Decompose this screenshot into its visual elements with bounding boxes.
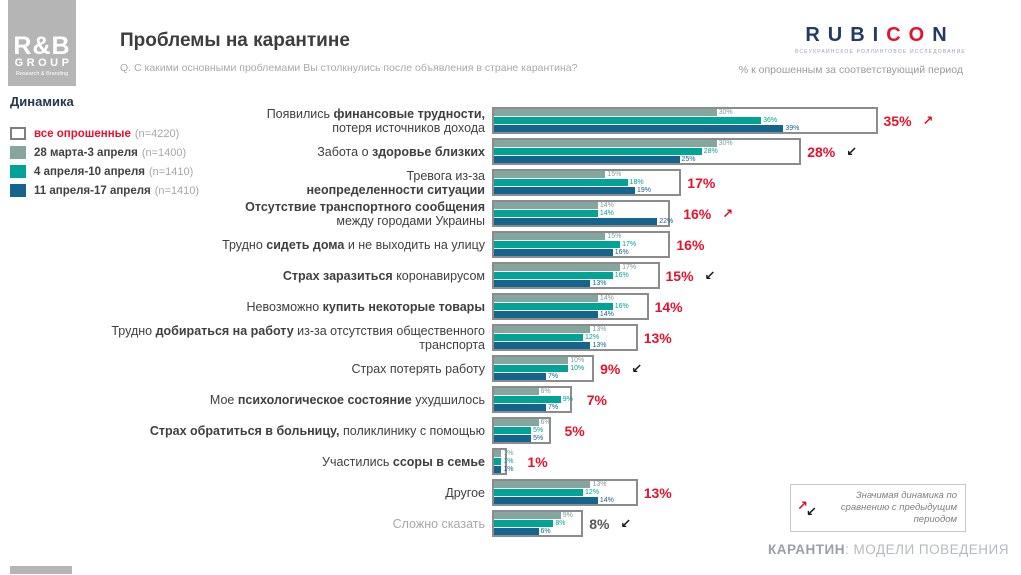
footer-bold: КАРАНТИН: [768, 542, 846, 557]
bar-value-label: 25%: [681, 156, 696, 163]
total-value: 1%: [527, 453, 548, 470]
chart-row: [0, 384, 1021, 415]
bar-value-label: 18%: [629, 179, 644, 186]
chart-row: [0, 446, 1021, 477]
chart-row: [0, 167, 1021, 198]
bar-value-label: 14%: [599, 295, 614, 302]
bar-chart: [0, 105, 1021, 539]
bar-series-0: [494, 419, 539, 426]
significance-note-text: Значимая динамика по сравнению с предыдущим периодом: [840, 490, 957, 525]
bar-series-1: [494, 427, 531, 434]
total-value: 13%: [643, 484, 672, 501]
total-value: 14%: [654, 298, 683, 315]
total-value: 35% ↗: [883, 112, 934, 129]
category-label: Страх заразиться коронавирусом: [282, 268, 485, 283]
total-value: 16%: [676, 236, 705, 253]
bar-value-label: 9%: [562, 396, 573, 403]
bar-value-label: 28%: [703, 148, 718, 155]
trend-up-icon: ↗: [797, 498, 808, 513]
chart-row: [0, 136, 1021, 167]
legend-sample-size: (n=4220): [134, 127, 180, 140]
legend-label: 4 апреля-10 апреля: [34, 165, 145, 178]
bar-value-label: 15%: [607, 171, 622, 178]
bar-value-label: 13%: [592, 326, 607, 333]
trend-down-icon: ↙: [846, 143, 858, 159]
chart-row: [0, 105, 1021, 136]
category-label: Невозможно купить некоторые товары: [246, 299, 485, 314]
bar-value-label: 7%: [547, 404, 559, 411]
trend-down-icon: ↙: [704, 267, 716, 283]
bar-value-label: 13%: [592, 280, 607, 287]
bar-value-label: 39%: [785, 125, 800, 132]
bar-value-label: 5%: [533, 435, 544, 442]
bar-value-label: 36%: [763, 117, 778, 124]
trend-down-icon: ↙: [620, 515, 632, 531]
bar-series-2: [494, 218, 657, 225]
bar-series-1: [494, 458, 501, 465]
chart-row: [0, 291, 1021, 322]
bar-value-label: 14%: [599, 202, 614, 209]
bar-value-label: 13%: [592, 481, 607, 488]
category-label: Мое психологическое состояние ухудшилось: [209, 392, 485, 407]
footer-decoration-bar: [10, 566, 72, 574]
bar-series-2: [494, 373, 546, 380]
bar-value-label: 19%: [636, 187, 651, 194]
category-label: Сложно сказать: [392, 516, 485, 531]
bar-value-label: 17%: [622, 264, 637, 271]
rb-group-logo: [8, 0, 76, 86]
trend-up-icon: ↗: [722, 205, 734, 221]
bar-series-0: [494, 326, 590, 333]
chart-row: [0, 198, 1021, 229]
rubicon-logo: [795, 24, 965, 55]
total-value: 7%: [586, 391, 607, 408]
bar-series-2: [494, 435, 531, 442]
total-value: 17%: [687, 174, 716, 191]
bar-series-1: [494, 210, 598, 217]
bar-zone: [492, 136, 1021, 167]
bar-series-2: [494, 125, 783, 132]
bar-series-1: [494, 303, 613, 310]
bar-value-label: 30%: [718, 140, 733, 147]
legend-label: все опрошенные: [34, 127, 131, 140]
footer-rest: : МОДЕЛИ ПОВЕДЕНИЯ: [845, 542, 1009, 557]
bar-series-1: [494, 365, 568, 372]
total-value: 13%: [643, 329, 672, 346]
bar-series-2: [494, 156, 680, 163]
category-label: Тревога из-за неопределенности ситуации: [306, 168, 485, 197]
bar-value-label: 14%: [599, 311, 614, 318]
category-label: Трудно добираться на работу из-за отсутствия общественного транспорта: [111, 323, 485, 352]
bar-value-label: 6%: [540, 419, 551, 426]
category-label: Страх обратиться в больницу, поликлинику с помощью: [149, 423, 485, 438]
bar-series-1: [494, 489, 583, 496]
report-footer: [768, 542, 1009, 557]
bar-series-0: [494, 450, 501, 457]
legend-label: 11 апреля-17 апреля: [34, 184, 151, 197]
bar-value-label: 30%: [718, 109, 733, 116]
bar-series-2: [494, 497, 598, 504]
bar-series-0: [494, 295, 598, 302]
bar-value-label: 6%: [540, 388, 551, 395]
bar-series-2: [494, 342, 590, 349]
bar-value-label: 12%: [585, 334, 600, 341]
category-label: Участились ссоры в семье: [322, 454, 485, 469]
bar-zone: [492, 105, 1021, 136]
bar-zone: [492, 353, 1021, 384]
logo-line2: GROUP: [14, 57, 73, 69]
chart-row: [0, 260, 1021, 291]
bar-series-2: [494, 280, 590, 287]
bar-series-0: [494, 233, 605, 240]
legend-sample-size: (n=1410): [148, 165, 194, 178]
bar-value-label: 10%: [570, 357, 585, 364]
bar-series-1: [494, 520, 553, 527]
bar-series-2: [494, 404, 546, 411]
trend-down-icon: ↙: [631, 360, 643, 376]
total-value: 15% ↙: [665, 267, 716, 284]
bar-value-label: 1%: [503, 466, 514, 473]
trend-down-icon: ↙: [806, 504, 817, 519]
bar-value-label: 8%: [555, 520, 566, 527]
chart-row: [0, 353, 1021, 384]
bar-series-2: [494, 249, 613, 256]
trend-up-icon: ↗: [922, 112, 934, 128]
bar-zone: [492, 446, 1021, 477]
page-title: Проблемы на карантине: [120, 30, 350, 51]
total-value: 28% ↙: [807, 143, 858, 160]
significance-note: [790, 484, 966, 532]
category-label: Забота о здоровье близких: [317, 144, 485, 159]
bar-zone: [492, 384, 1021, 415]
bar-value-label: 5%: [533, 427, 544, 434]
legend-label: 28 марта-3 апреля: [34, 146, 138, 159]
rubicon-navy2: N: [932, 24, 955, 46]
bar-value-label: 16%: [614, 303, 629, 310]
bar-value-label: 1%: [503, 450, 514, 457]
bar-value-label: 16%: [614, 249, 629, 256]
bar-series-1: [494, 241, 620, 248]
bar-series-2: [494, 466, 501, 473]
bar-value-label: 6%: [540, 528, 551, 535]
chart-row: [0, 229, 1021, 260]
total-value: 16% ↗: [683, 205, 734, 222]
chart-row: [0, 322, 1021, 353]
bar-value-label: 10%: [570, 365, 585, 372]
percent-note: % к опрошенным за соответствующий период: [738, 64, 963, 76]
chart-row: [0, 415, 1021, 446]
legend-sample-size: (n=1400): [141, 146, 187, 159]
category-label: Появились финансовые трудности, потеря источников дохода: [266, 106, 485, 135]
bar-value-label: 14%: [599, 210, 614, 217]
bar-series-1: [494, 396, 561, 403]
bar-series-1: [494, 272, 613, 279]
survey-question: Q. С какими основными проблемами Вы столкнулись после объявления в стране карантина?: [120, 62, 578, 74]
bar-series-0: [494, 512, 561, 519]
total-value: 5%: [564, 422, 585, 439]
bar-zone: [492, 322, 1021, 353]
bar-series-0: [494, 140, 717, 147]
category-label: Другое: [445, 485, 485, 500]
bar-series-1: [494, 148, 702, 155]
bar-series-0: [494, 171, 605, 178]
bar-series-2: [494, 528, 539, 535]
logo-line1: R&B: [13, 32, 71, 60]
bar-zone: [492, 229, 1021, 260]
bar-value-label: 14%: [599, 497, 614, 504]
category-label: Страх потерять работу: [351, 361, 485, 376]
bar-series-0: [494, 264, 620, 271]
bar-series-1: [494, 117, 761, 124]
bar-series-0: [494, 357, 568, 364]
bar-value-label: 16%: [614, 272, 629, 279]
bar-value-label: 12%: [585, 489, 600, 496]
bar-value-label: 13%: [592, 342, 607, 349]
legend-sample-size: (n=1410): [154, 184, 200, 197]
rubicon-red: CO: [886, 24, 933, 46]
bar-zone: [492, 291, 1021, 322]
bar-series-0: [494, 202, 598, 209]
category-label: Трудно сидеть дома и не выходить на улицу: [222, 237, 485, 252]
bar-series-0: [494, 481, 590, 488]
bar-series-1: [494, 334, 583, 341]
bar-value-label: 17%: [622, 241, 637, 248]
rubicon-navy1: RUBI: [805, 24, 887, 46]
rubicon-tagline: ВСЕУКРАИНСКОЕ РОЛЛИНГОВОЕ ИССЛЕДОВАНИЕ: [795, 49, 966, 55]
logo-line3: Research & Branding: [15, 71, 69, 77]
total-value: 8% ↙: [589, 515, 632, 532]
dynamics-heading: Динамика: [10, 94, 74, 109]
bar-value-label: 15%: [607, 233, 622, 240]
total-value: 9% ↙: [600, 360, 643, 377]
bar-series-0: [494, 388, 539, 395]
bar-value-label: 1%: [503, 458, 514, 465]
category-label: Отсутствие транспортного сообщения между городами Украины: [245, 199, 485, 228]
bar-zone: [492, 415, 1021, 446]
bar-zone: [492, 260, 1021, 291]
bar-series-2: [494, 311, 598, 318]
bar-value-label: 9%: [562, 512, 573, 519]
bar-value-label: 7%: [547, 373, 559, 380]
bar-zone: [492, 167, 1021, 198]
bar-series-1: [494, 179, 628, 186]
bar-value-label: 22%: [659, 218, 674, 225]
bar-series-0: [494, 109, 717, 116]
bar-zone: [492, 198, 1021, 229]
bar-series-2: [494, 187, 635, 194]
